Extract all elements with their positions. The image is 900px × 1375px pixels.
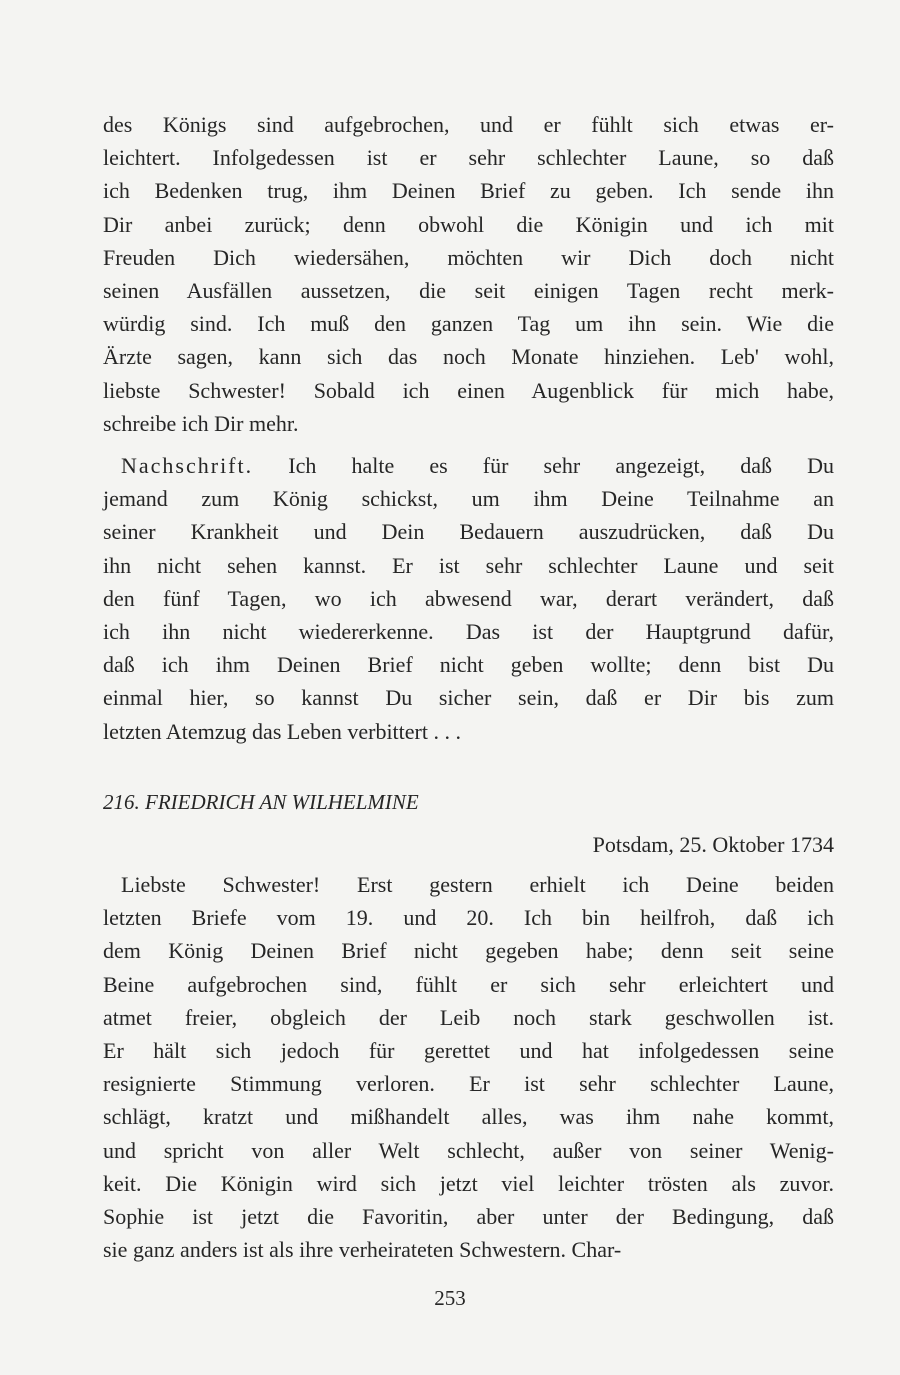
text-line: Liebste Schwester! Erst gestern erhielt ich Deine beiden	[121, 872, 834, 897]
letter-date: Potsdam, 25. Oktober 1734	[592, 832, 834, 857]
text-line: leichtert. Infolgedessen ist er sehr schlechter Laune, so daß	[103, 145, 834, 171]
text-line: Er hält sich jedoch für gerettet und hat infolgedessen seine	[103, 1037, 834, 1063]
text-line: ich Bedenken trug, ihm Deinen Brief zu geben. Ich sende ihn	[103, 178, 834, 204]
text-line: und spricht von aller Welt schlecht, außer von seiner Wenig-	[103, 1137, 834, 1163]
text-line: jemand zum König schickst, um ihm Deine Teilnahme an	[103, 486, 834, 512]
text-line: atmet freier, obgleich der Leib noch stark geschwollen ist.	[103, 1004, 834, 1030]
text-line: Sophie ist jetzt die Favoritin, aber unter der Bedingung, daß	[103, 1203, 834, 1229]
text-line	[103, 449, 834, 482]
text-line: einmal hier, so kannst Du sicher sein, daß er Dir bis zum	[103, 685, 834, 711]
letter-body-paragraph	[103, 868, 834, 1266]
text-line: seiner Krankheit und Dein Bedauern auszudrücken, daß Du	[103, 519, 834, 545]
text-line: dem König Deinen Brief nicht gegeben habe; denn seit seine	[103, 938, 834, 964]
text-line: resignierte Stimmung verloren. Er ist sehr schlechter Laune,	[103, 1071, 834, 1097]
text-line: liebste Schwester! Sobald ich einen Augenblick für mich habe,	[103, 377, 834, 403]
text-line: daß ich ihm Deinen Brief nicht geben wollte; denn bist Du	[103, 652, 834, 678]
postscript-paragraph	[103, 449, 834, 748]
paragraph-continuation	[103, 108, 834, 440]
text-line: Beine aufgebrochen sind, fühlt er sich sehr erleichtert und	[103, 971, 834, 997]
text-line: schreibe ich Dir mehr.	[103, 410, 299, 436]
text-line: ich ihn nicht wiedererkenne. Das ist der Hauptgrund dafür,	[103, 618, 834, 644]
postscript-label: Nachschrift.	[121, 453, 254, 478]
text-line: würdig sind. Ich muß den ganzen Tag um ihn sein. Wie die	[103, 311, 834, 337]
text-line: Freuden Dich wiedersähen, möchten wir Dich doch nicht	[103, 244, 834, 270]
text-fragment: Ich halte es für sehr angezeigt, daß Du	[253, 453, 834, 478]
text-line: keit. Die Königin wird sich jetzt viel leichter trösten als zuvor.	[103, 1170, 834, 1196]
text-line: Dir anbei zurück; denn obwohl die Königin und ich mit	[103, 211, 834, 237]
page-number: 253	[434, 1286, 466, 1310]
text-line: letzten Briefe vom 19. und 20. Ich bin heilfroh, daß ich	[103, 905, 834, 931]
text-line: letzten Atemzug das Leben verbittert . . .	[103, 718, 461, 744]
letter-heading: 216. FRIEDRICH AN WILHELMINE	[103, 790, 419, 814]
text-line: seinen Ausfällen aussetzen, die seit einigen Tagen recht merk-	[103, 277, 834, 303]
text-line: sie ganz anders ist als ihre verheirateten Schwestern. Char-	[103, 1237, 622, 1263]
text-line: ihn nicht sehen kannst. Er ist sehr schlechter Laune und seit	[103, 552, 834, 578]
text-line: Ärzte sagen, kann sich das noch Monate hinziehen. Leb' wohl,	[103, 344, 834, 370]
text-line: schlägt, kratzt und mißhandelt alles, was ihm nahe kommt,	[103, 1104, 834, 1130]
text-line: des Königs sind aufgebrochen, und er fühlt sich etwas er-	[103, 112, 834, 137]
text-line: den fünf Tagen, wo ich abwesend war, derart verändert, daß	[103, 585, 834, 611]
